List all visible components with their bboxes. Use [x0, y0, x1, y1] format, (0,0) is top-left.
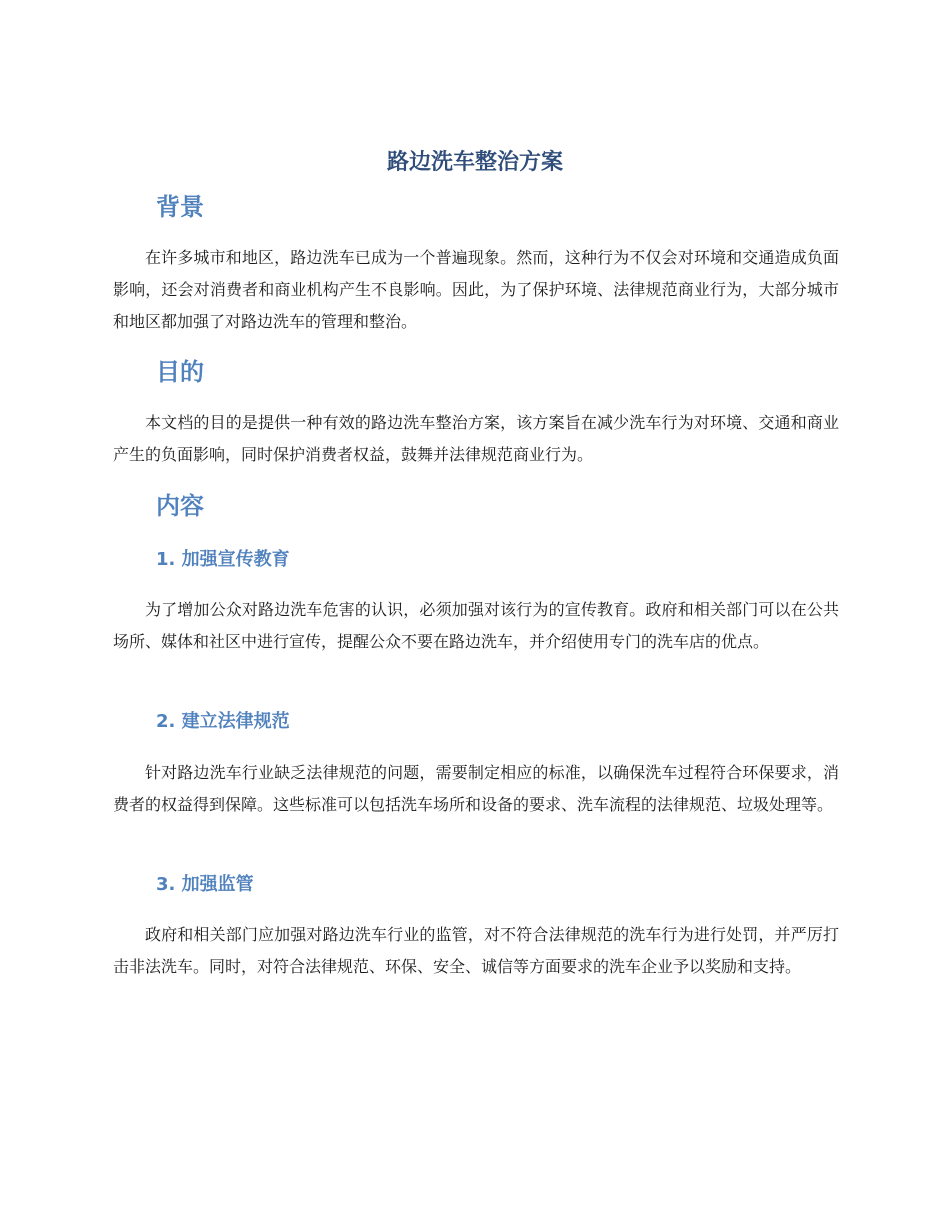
section-paragraph-purpose: 本文档的目的是提供一种有效的路边洗车整治方案，该方案旨在减少洗车行为对环境、交通和商业产生的负面影响，同时保护消费者权益，鼓舞并法律规范商业行为。	[113, 413, 839, 464]
section-heading-background: 背景	[156, 193, 204, 221]
subsection-heading-supervision: 3. 加强监管	[156, 874, 254, 895]
subsection-heading-publicity: 1. 加强宣传教育	[156, 549, 290, 570]
section-heading-purpose: 目的	[156, 358, 204, 386]
document-title: 路边洗车整治方案	[386, 150, 563, 175]
subsection-heading-regulation: 2. 建立法律规范	[156, 711, 290, 732]
section-heading-content: 内容	[156, 492, 204, 520]
subsection-paragraph-regulation: 针对路边洗车行业缺乏法律规范的问题，需要制定相应的标准，以确保洗车过程符合环保要求，消费者的权益得到保障。这些标准可以包括洗车场所和设备的要求、洗车流程的法律规范、垃圾处理等。	[113, 763, 839, 814]
section-paragraph-background: 在许多城市和地区，路边洗车已成为一个普遍现象。然而，这种行为不仅会对环境和交通造成负面影响，还会对消费者和商业机构产生不良影响。因此，为了保护环境、法律规范商业行为，大部分城市和地区都加强了对路边洗车的管理和整治。	[113, 248, 839, 331]
subsection-paragraph-supervision: 政府和相关部门应加强对路边洗车行业的监管，对不符合法律规范的洗车行为进行处罚，并严厉打击非法洗车。同时，对符合法律规范、环保、安全、诚信等方面要求的洗车企业予以奖励和支持。	[113, 925, 839, 976]
subsection-paragraph-publicity: 为了增加公众对路边洗车危害的认识，必须加强对该行为的宣传教育。政府和相关部门可以在公共场所、媒体和社区中进行宣传，提醒公众不要在路边洗车，并介绍使用专门的洗车店的优点。	[113, 600, 839, 651]
